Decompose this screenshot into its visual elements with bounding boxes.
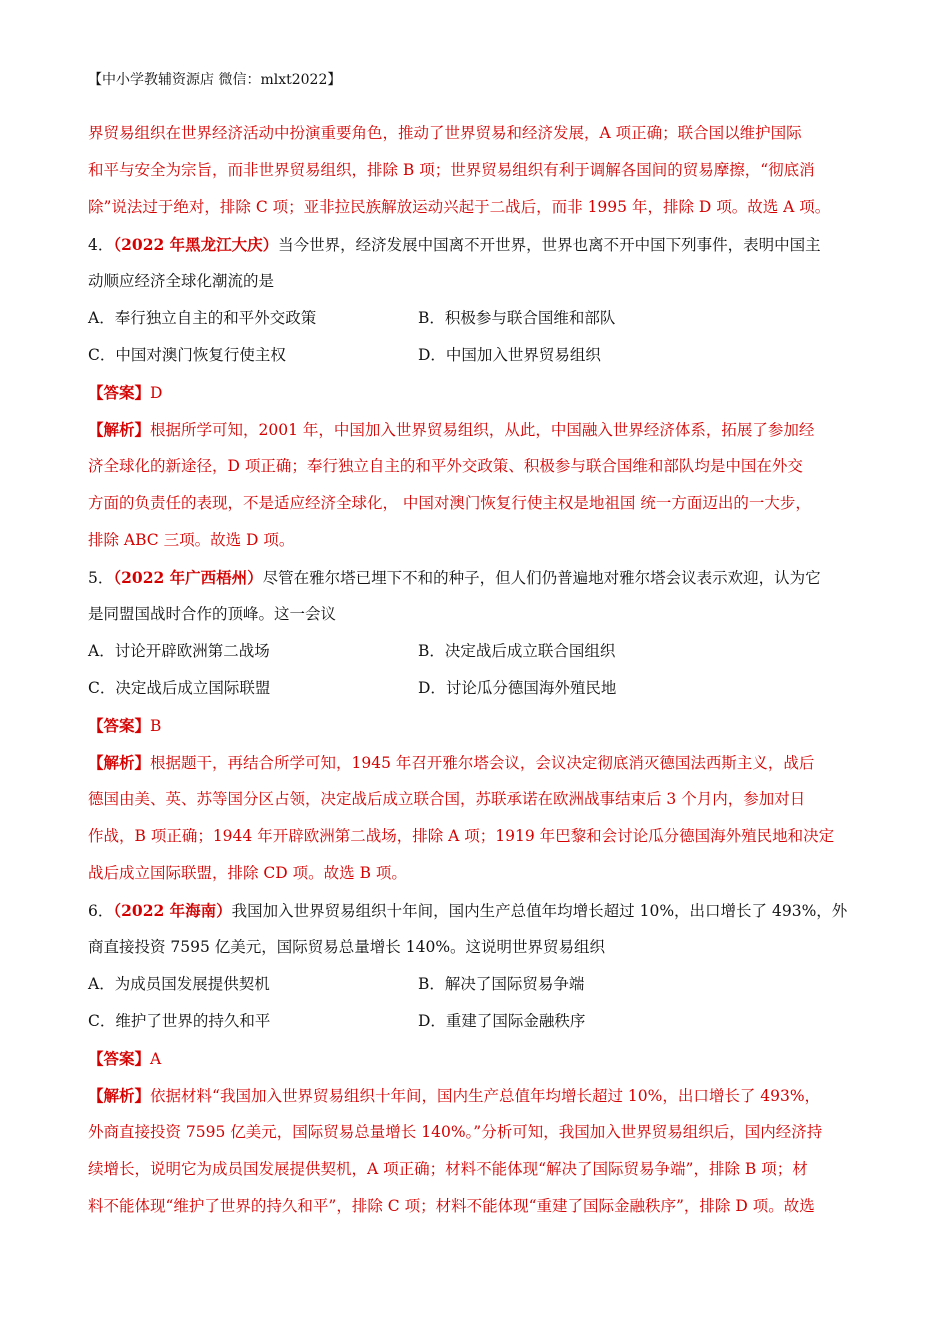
- analysis-line: 济全球化的新途径，D 项正确；奉行独立自主的和平外交政策、积极参与联合国维和部队均是中国在外交: [88, 457, 803, 475]
- question-text: 我国加入世界贸易组织十年间，国内生产总值年均增长超过 10%，出口增长了 493%，外: [231, 902, 848, 920]
- question-number: 5．: [88, 569, 114, 587]
- answer-label: 【答案】: [88, 383, 151, 402]
- analysis-text: 根据题干，再结合所学可知，1945 年召开雅尔塔会议，会议决定彻底消灭德国法西斯主义，战后: [150, 754, 815, 772]
- document-body: [88, 115, 864, 1225]
- analysis-line: 外商直接投资 7595 亿美元，国际贸易总量增长 140%。”分析可知，我国加入世界贸易组织后，国内经济持: [88, 1123, 823, 1141]
- question-text-line: 是同盟国战时合作的顶峰。这一会议: [88, 605, 337, 623]
- analysis-label: 【解析】: [88, 420, 151, 439]
- explanation-line: 除”说法过于绝对，排除 C 项；亚非拉民族解放运动兴起于二战后，而非 1995 年，排除 D 项。故选 A 项。: [88, 198, 831, 216]
- analysis-label: 【解析】: [88, 1086, 151, 1105]
- option-c: C．维护了世界的持久和平: [88, 1012, 271, 1030]
- answer-label: 【答案】: [88, 716, 151, 735]
- answer-line: [88, 1040, 864, 1077]
- option-b: B．解决了国际贸易争端: [418, 975, 585, 993]
- options-row: [88, 966, 864, 1003]
- options-row: [88, 337, 864, 374]
- question-text: 尽管在雅尔塔已埋下不和的种子，但人们仍普遍地对雅尔塔会议表示欢迎，认为它: [262, 569, 821, 587]
- explanation-line: 界贸易组织在世界经济活动中扮演重要角色，推动了世界贸易和经济发展，A 项正确；联合国以维护国际: [88, 124, 802, 142]
- answer-value: A: [150, 1050, 162, 1068]
- analysis-line: 德国由美、英、苏等国分区占领，决定战后成立联合国，苏联承诺在欧洲战事结束后 3 个月内，参加对日: [88, 790, 806, 808]
- answer-line: [88, 374, 864, 411]
- option-a: A．奉行独立自主的和平外交政策: [88, 309, 317, 327]
- analysis-text: 依据材料“我国加入世界贸易组织十年间，国内生产总值年均增长超过 10%，出口增长了 493%，: [150, 1087, 821, 1105]
- analysis-line: 续增长，说明它为成员国发展提供契机，A 项正确；材料不能体现“解决了国际贸易争端”，排除 B 项；材: [88, 1160, 808, 1178]
- analysis-line: [88, 744, 864, 781]
- question-source: （2022 年海南）: [113, 901, 232, 920]
- options-row: [88, 1003, 864, 1040]
- options-row: [88, 300, 864, 337]
- question-5-stem: [88, 559, 864, 596]
- analysis-line: 排除 ABC 三项。故选 D 项。: [88, 531, 295, 549]
- analysis-line: 作战，B 项正确；1944 年开辟欧洲第二战场，排除 A 项；1919 年巴黎和会讨论瓜分德国海外殖民地和决定: [88, 827, 835, 845]
- question-text: 当今世界，经济发展中国离不开世界，世界也离不开中国下列事件，表明中国主: [278, 236, 821, 254]
- analysis-line: [88, 1077, 864, 1114]
- question-text-line: 商直接投资 7595 亿美元，国际贸易总量增长 140%。这说明世界贸易组织: [88, 938, 606, 956]
- answer-line: [88, 707, 864, 744]
- option-d: D．中国加入世界贸易组织: [418, 346, 601, 364]
- analysis-line: [88, 411, 864, 448]
- option-b: B．决定战后成立联合国组织: [418, 642, 616, 660]
- analysis-line: 方面的负责任的表现，不是适应经济全球化， 中国对澳门恢复行使主权是地祖国 统一方面迈出的一大步，: [88, 494, 811, 512]
- answer-value: B: [150, 717, 162, 735]
- option-c: C．中国对澳门恢复行使主权: [88, 346, 286, 364]
- option-c: C．决定战后成立国际联盟: [88, 679, 271, 697]
- option-d: D．重建了国际金融秩序: [418, 1012, 586, 1030]
- options-row: [88, 670, 864, 707]
- option-b: B．积极参与联合国维和部队: [418, 309, 616, 327]
- answer-value: D: [150, 384, 163, 402]
- option-a: A．为成员国发展提供契机: [88, 975, 270, 993]
- question-6-stem: [88, 892, 864, 929]
- question-number: 4．: [88, 236, 114, 254]
- question-number: 6．: [88, 902, 114, 920]
- analysis-line: 料不能体现“维护了世界的持久和平”，排除 C 项；材料不能体现“重建了国际金融秩序”，排除 D 项。故选: [88, 1197, 815, 1215]
- analysis-text: 根据所学可知，2001 年，中国加入世界贸易组织，从此，中国融入世界经济体系，拓展了参加经: [150, 421, 815, 439]
- option-a: A．讨论开辟欧洲第二战场: [88, 642, 270, 660]
- options-row: [88, 633, 864, 670]
- analysis-label: 【解析】: [88, 753, 151, 772]
- page-header: 【中小学教辅资源店 微信：mlxt2022】: [88, 72, 342, 88]
- option-d: D．讨论瓜分德国海外殖民地: [418, 679, 617, 697]
- question-text-line: 动顺应经济全球化潮流的是: [88, 272, 275, 290]
- question-source: （2022 年黑龙江大庆）: [113, 235, 279, 254]
- analysis-line: 战后成立国际联盟，排除 CD 项。故选 B 项。: [88, 864, 407, 882]
- explanation-line: 和平与安全为宗旨，而非世界贸易组织，排除 B 项；世界贸易组织有利于调解各国间的贸易摩擦，“彻底消: [88, 161, 815, 179]
- question-source: （2022 年广西梧州）: [113, 568, 263, 587]
- question-4-stem: [88, 226, 864, 263]
- answer-label: 【答案】: [88, 1049, 151, 1068]
